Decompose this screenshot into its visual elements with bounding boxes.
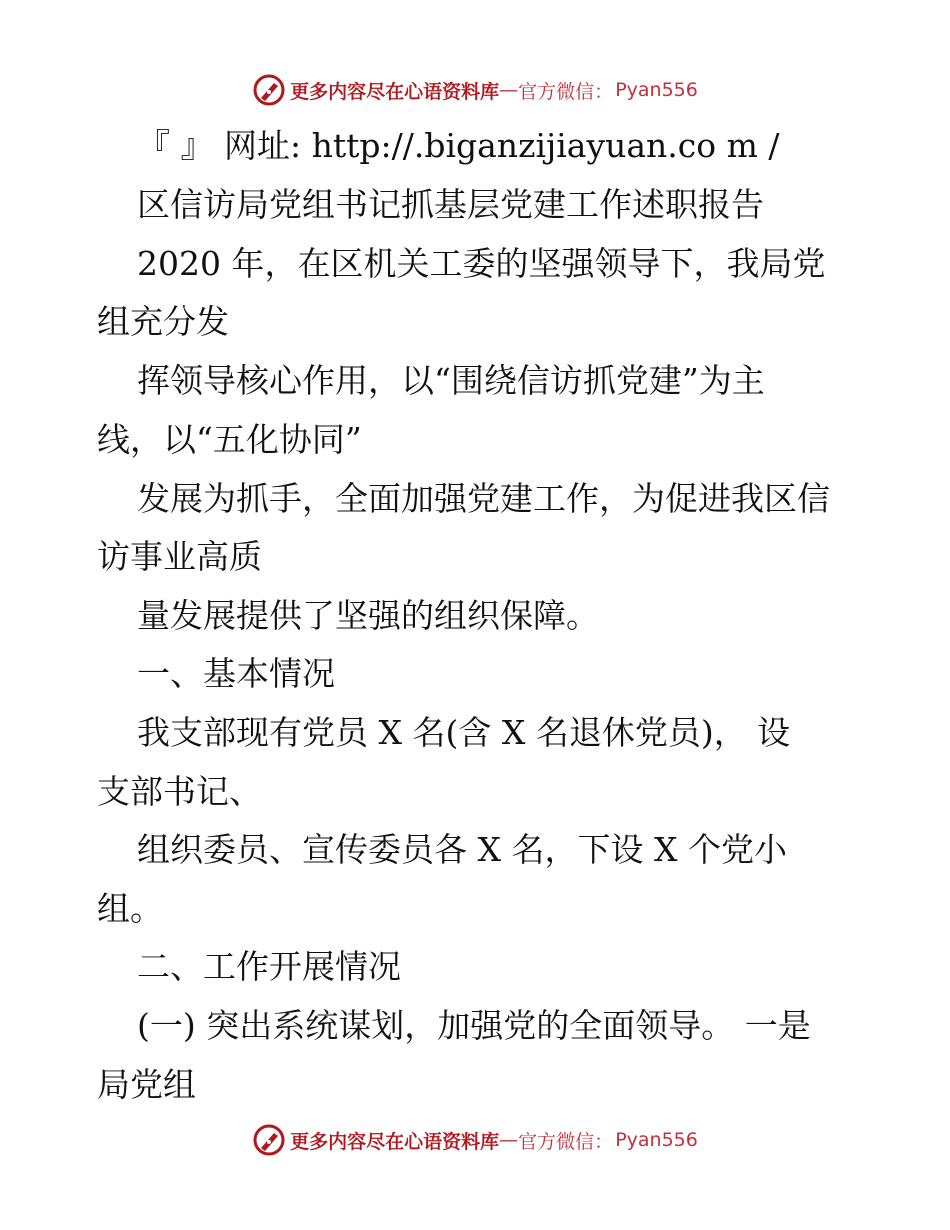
paragraph-line: 组充分发 [97,302,229,341]
document-title: 区信访局党组书记抓基层党建工作述职报告 [137,185,764,224]
paragraph-line: 我支部现有党员 X 名(含 X 名退休党员)， 设 [137,713,791,752]
watermark-text: 更多内容尽在心语资料库 [290,1130,500,1153]
watermark-banner-bottom [0,1120,950,1160]
paragraph-line: 局党组 [97,1065,196,1104]
section-heading: 二、工作开展情况 [137,947,401,986]
website-line: 『 』 网址: http://.biganzijiayuan.co m / [137,126,780,165]
watermark-wechat-id: Pyan556 [615,1129,698,1151]
watermark-wechat-label: 官方微信： [518,80,614,103]
pen-circle-logo-icon [252,1123,286,1157]
paragraph-line: 线，以“五化协同” [97,420,362,459]
watermark-dash: — [499,79,519,101]
paragraph-line: 支部书记、 [97,772,262,811]
paragraph-line: 访事业高质 [97,537,262,576]
watermark-text: 更多内容尽在心语资料库 [290,80,500,103]
paragraph-line: 组织委员、宣传委员各 X 名，下设 X 个党小 [137,830,787,869]
paragraph-line: 挥领导核心作用，以“围绕信访抓党建”为主 [137,361,765,400]
paragraph-line: 2020 年，在区机关工委的坚强领导下，我局党 [137,244,826,283]
watermark-banner-top [0,70,950,110]
watermark-wechat-id: Pyan556 [615,79,698,101]
paragraph-line: 发展为抓手，全面加强党建工作，为促进我区信 [137,479,830,518]
paragraph-line: (一) 突出系统谋划，加强党的全面领导。 一是 [137,1006,811,1045]
paragraph-line: 组。 [97,889,163,928]
section-heading: 一、基本情况 [137,654,335,693]
paragraph-line: 量发展提供了坚强的组织保障。 [137,596,599,635]
watermark-dash: — [499,1129,519,1151]
pen-circle-logo-icon [252,73,286,107]
watermark-wechat-label: 官方微信： [518,1130,614,1153]
